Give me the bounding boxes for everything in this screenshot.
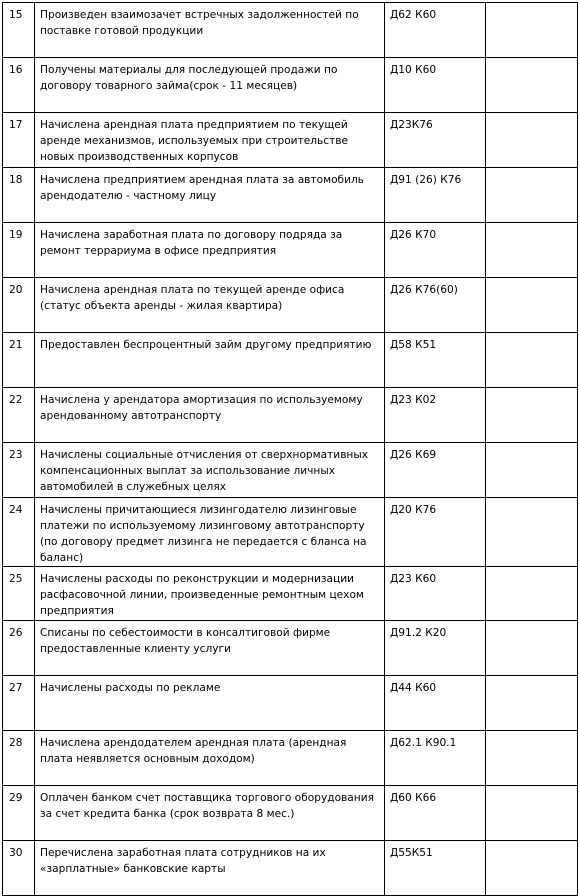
row-entry: Д20 К76: [385, 498, 486, 567]
table-row: [3, 333, 578, 388]
row-description: Начислены социальные отчисления от сверхнормативных компенсационных выплат за использование личных автомобилей в служебных целях: [35, 443, 385, 498]
row-entry: Д44 К60: [385, 676, 486, 731]
row-entry: Д26 К76(60): [385, 278, 486, 333]
row-entry: Д58 К51: [385, 333, 486, 388]
row-number: 24: [3, 498, 35, 567]
table-row: [3, 58, 578, 113]
row-description: Начислена арендная плата по текущей аренде офиса (статус объекта аренды - жилая квартира): [35, 278, 385, 333]
row-description: Начислена предприятием арендная плата за автомобиль арендодателю - частному лицу: [35, 168, 385, 223]
table-row: [3, 731, 578, 786]
row-extra-cell: [486, 443, 578, 498]
row-entry: Д55К51: [385, 841, 486, 896]
row-entry: Д62 К60: [385, 3, 486, 58]
row-entry: Д10 К60: [385, 58, 486, 113]
row-number: 21: [3, 333, 35, 388]
table-row: [3, 168, 578, 223]
row-entry: Д62.1 К90.1: [385, 731, 486, 786]
row-description: Начислены причитающиеся лизингодателю лизинговые платежи по используемому лизинговому автотранспорту (по договору предмет лизинга не передается с бланса на баланс): [35, 498, 385, 567]
row-number: 16: [3, 58, 35, 113]
table-row: [3, 621, 578, 676]
row-number: 28: [3, 731, 35, 786]
row-entry: Д91.2 К20: [385, 621, 486, 676]
row-extra-cell: [486, 388, 578, 443]
row-extra-cell: [486, 168, 578, 223]
row-number: 25: [3, 567, 35, 621]
table-row: [3, 223, 578, 278]
row-extra-cell: [486, 113, 578, 168]
row-entry: Д60 К66: [385, 786, 486, 841]
row-extra-cell: [486, 676, 578, 731]
row-entry: Д23К76: [385, 113, 486, 168]
row-number: 20: [3, 278, 35, 333]
row-extra-cell: [486, 278, 578, 333]
row-extra-cell: [486, 621, 578, 676]
row-number: 17: [3, 113, 35, 168]
row-number: 26: [3, 621, 35, 676]
row-description: Начислена арендная плата предприятием по текущей аренде механизмов, используемых при строительстве новых производственных корпусов: [35, 113, 385, 168]
table-body: [3, 3, 578, 896]
row-extra-cell: [486, 841, 578, 896]
table-row: [3, 3, 578, 58]
row-description: Предоставлен беспроцентный займ другому предприятию: [35, 333, 385, 388]
table-row: [3, 567, 578, 621]
row-extra-cell: [486, 731, 578, 786]
row-entry: Д91 (26) К76: [385, 168, 486, 223]
row-number: 18: [3, 168, 35, 223]
row-description: Начислены расходы по рекламе: [35, 676, 385, 731]
row-number: 22: [3, 388, 35, 443]
table-row: [3, 786, 578, 841]
table-row: [3, 841, 578, 896]
row-number: 23: [3, 443, 35, 498]
table-row: [3, 113, 578, 168]
row-number: 29: [3, 786, 35, 841]
row-number: 27: [3, 676, 35, 731]
row-extra-cell: [486, 333, 578, 388]
row-entry: Д26 К69: [385, 443, 486, 498]
row-description: Начислена арендодателем арендная плата (арендная плата неявляется основным доходом): [35, 731, 385, 786]
table-row: [3, 498, 578, 567]
table-row: [3, 676, 578, 731]
row-description: Получены материалы для последующей продажи по договору товарного займа(срок - 11 месяцев): [35, 58, 385, 113]
row-entry: Д26 К70: [385, 223, 486, 278]
row-extra-cell: [486, 223, 578, 278]
row-extra-cell: [486, 786, 578, 841]
row-description: Начислены расходы по реконструкции и модернизации расфасовочной линии, произведенные ремонтным цехом предприятия: [35, 567, 385, 621]
row-extra-cell: [486, 58, 578, 113]
row-description: Произведен взаимозачет встречных задолженностей по поставке готовой продукции: [35, 3, 385, 58]
table-row: [3, 388, 578, 443]
row-entry: Д23 К60: [385, 567, 486, 621]
row-description: Начислена у арендатора амортизация по используемому арендованному автотранспорту: [35, 388, 385, 443]
row-description: Перечислена заработная плата сотрудников на их «зарплатные» банковские карты: [35, 841, 385, 896]
transactions-table: [2, 2, 578, 896]
row-number: 15: [3, 3, 35, 58]
row-description: Оплачен банком счет поставщика торгового оборудования за счет кредита банка (срок возврата 8 мес.): [35, 786, 385, 841]
row-number: 30: [3, 841, 35, 896]
table-row: [3, 443, 578, 498]
row-extra-cell: [486, 567, 578, 621]
row-description: Начислена заработная плата по договору подряда за ремонт террариума в офисе предприятия: [35, 223, 385, 278]
row-entry: Д23 К02: [385, 388, 486, 443]
row-number: 19: [3, 223, 35, 278]
row-extra-cell: [486, 3, 578, 58]
table-row: [3, 278, 578, 333]
row-extra-cell: [486, 498, 578, 567]
row-description: Списаны по себестоимости в консалтиговой фирме предоставленные клиенту услуги: [35, 621, 385, 676]
